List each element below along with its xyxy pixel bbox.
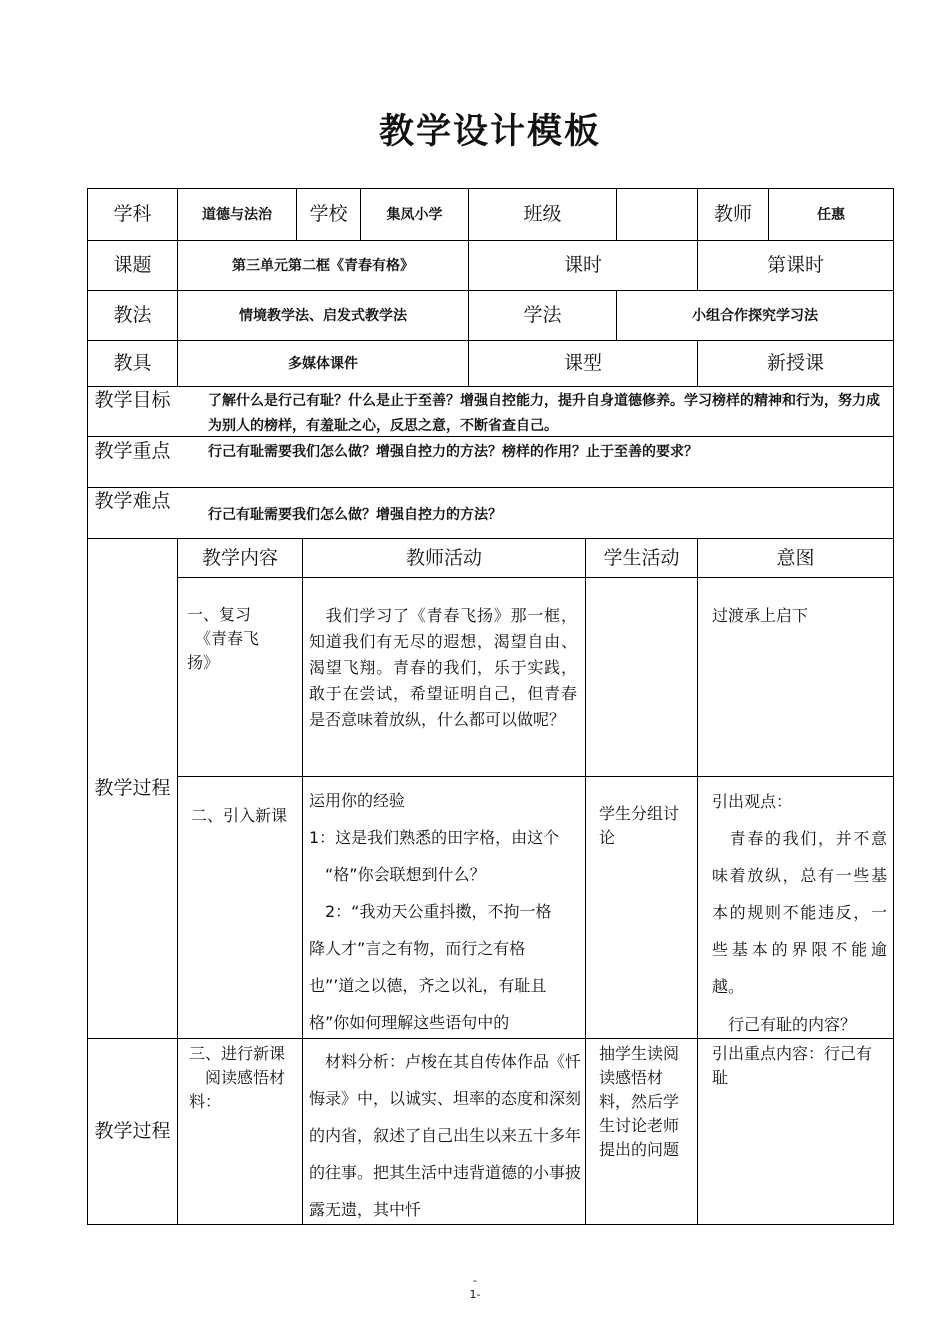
row1-intent: 过渡承上启下 [712,606,809,625]
process2-label: 教学过程 [94,1120,171,1142]
key-points-value: 行己有耻需要我们怎么做？增强自控力的方法？榜样的作用？止于至善的要求？ [208,444,698,460]
row1-teacher: 我们学习了《青春飞扬》那一框，知道我们有无尽的遐想，渴望自由、渴望飞翔。青春的我们，乐于实践，敢于在尝试，希望证明自己，但青春是否意味着放纵，什么都可以做呢？ [309,606,577,729]
goals-label: 教学目标 [94,389,171,411]
method-value: 情境教学法、启发式教学法 [239,307,407,324]
col-header-student: 学生活动 [603,546,680,569]
row2-intent-title: 引出观点： [712,792,793,811]
row2-teacher-line: 运用你的经验 [309,791,406,810]
subject-label: 学科 [113,203,152,225]
row2-teacher-line: 1：这是我们熟悉的田字格，由这个 [309,828,560,847]
learn-method-value: 小组合作探究学习法 [692,307,818,324]
col-header-content: 教学内容 [201,546,278,569]
teacher-value: 任惠 [817,206,845,223]
school-value: 集凤小学 [386,206,443,223]
row1-content: 一、复习 《青春飞 扬》 [187,605,260,672]
topic-value: 第三单元第二框《青春有格》 [232,257,414,274]
row2-intent-tail: 行己有耻的内容？ [712,1015,857,1034]
page-number: - 1- [469,1274,481,1301]
tools-label: 教具 [113,352,152,374]
process-label: 教学过程 [94,777,171,799]
row3-student: 抽学生读阅 读感悟材 料，然后学 生讨论老师 提出的问题 [599,1044,680,1159]
lesson-type-label: 课型 [563,352,602,374]
topic-label: 课题 [113,254,152,276]
goals-value: 了解什么是行己有耻？什么是止于至善？增强自控能力，提升自身道德修养。学习榜样的精神和行为，努力成为别人的榜样，有羞耻之心，反思之意，不断省查自己。 [208,393,880,434]
school-label: 学校 [309,203,348,225]
row2-teacher-line: 格”你如何理解这些语句中的 [309,1013,510,1032]
row2-teacher-line: 2：“我劝天公重抖擞，不拘一格 [309,902,552,921]
row3-intent: 引出重点内容：行己有 耻 [712,1044,873,1087]
row2-teacher-line: 也”’道之以德，齐之以礼，有耻且 [309,976,547,995]
col-header-intent: 意图 [776,546,815,569]
col-header-teacher: 教师活动 [405,546,482,569]
row2-student: 学生分组讨 论 [599,804,680,847]
learn-method-label: 学法 [523,304,562,326]
row3-teacher: 材料分析：卢梭在其自传体作品《忏悔录》中，以诚实、坦率的态度和深刻的内省，叙述了自己出生以来五十多年的往事。把其生活中违背道德的小事披露无遗，其中忏 [309,1052,582,1219]
document-title: 教学设计模板 [378,112,601,152]
class-value [617,189,697,240]
subject-value: 道德与法治 [202,206,272,223]
key-points-label: 教学重点 [94,440,171,462]
difficulties-label: 教学难点 [94,490,171,512]
class-label: 班级 [523,203,562,225]
row2-content: 二、引入新课 [191,806,288,825]
period-value: 第课时 [766,254,824,276]
lesson-type-value: 新授课 [766,352,824,374]
row2-teacher [309,782,585,1041]
row2-teacher-line: 降人才”言之有物，而行之有格 [309,939,526,958]
difficulties-value: 行己有耻需要我们怎么做？增强自控力的方法？ [208,507,502,523]
tools-value: 多媒体课件 [288,355,358,372]
teacher-label: 教师 [713,203,752,225]
row2-teacher-line: “格”你会联想到什么？ [309,865,486,884]
row3-content: 三、进行新课 阅读感悟材 料： [189,1044,286,1111]
method-label: 教法 [113,304,152,326]
period-label: 课时 [563,254,602,276]
row2-intent-body: 青春的我们，并不意味着放纵，总有一些基本的规则不能违反，一些基本的界限不能逾越。 [712,829,887,996]
